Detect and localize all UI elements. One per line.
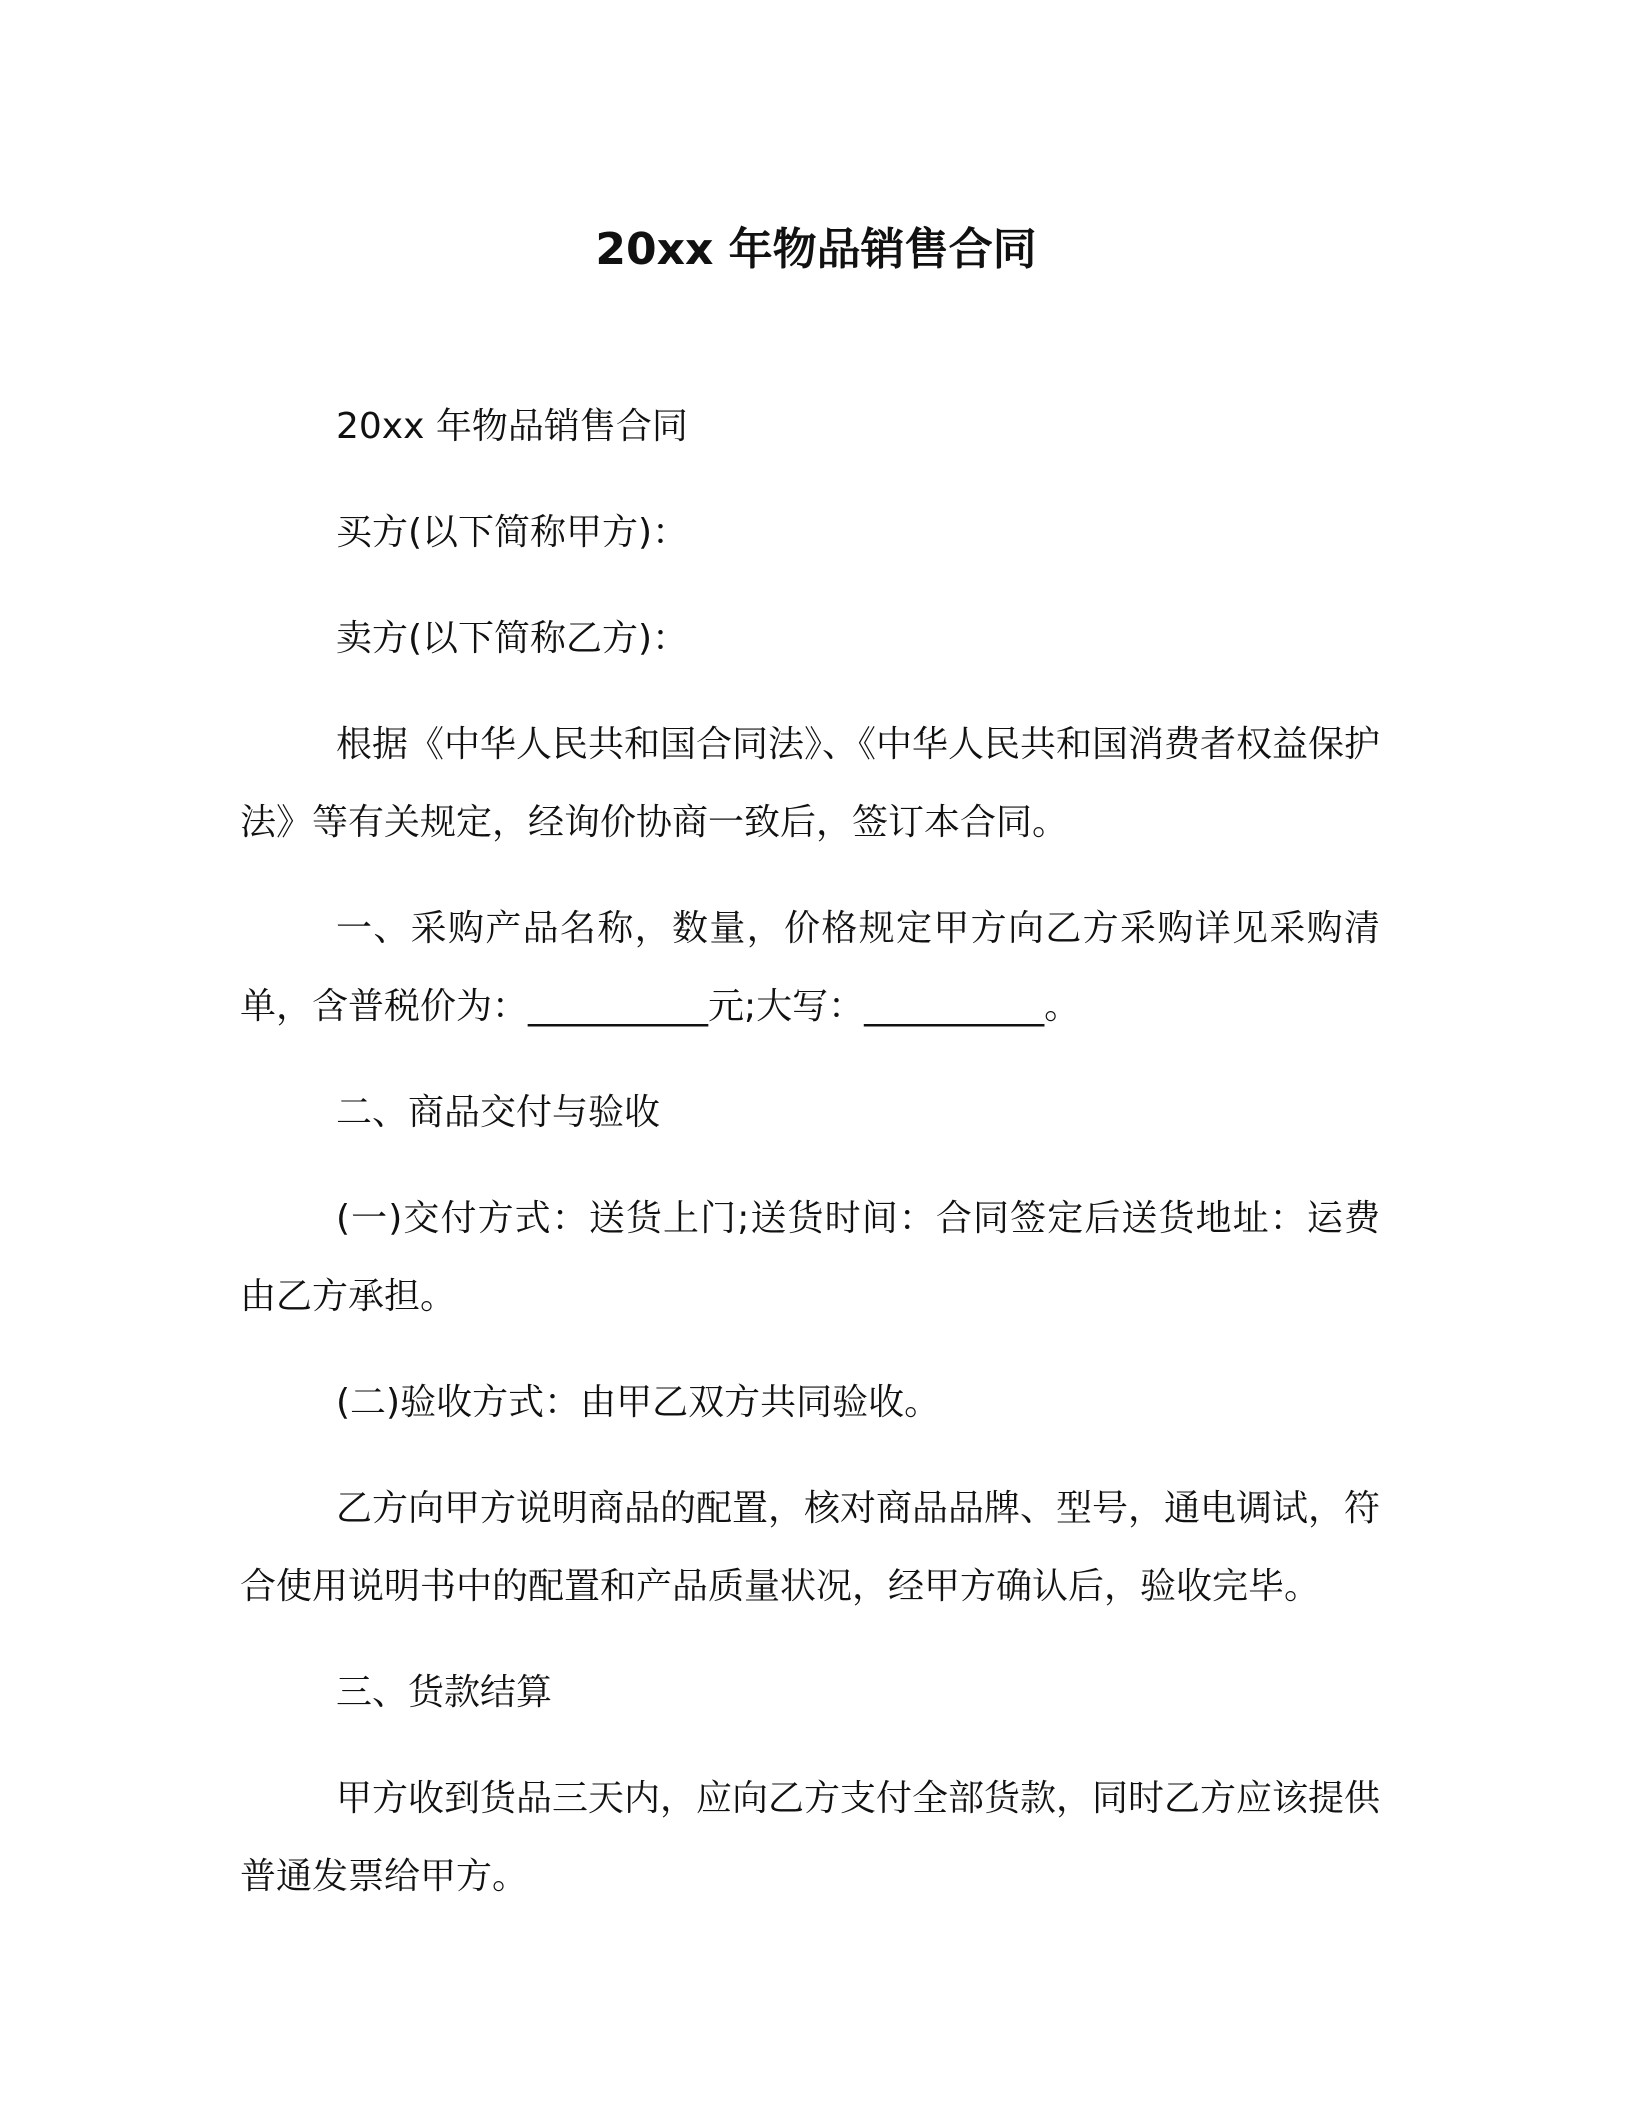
document-body <box>240 388 1380 1944</box>
payment-paragraph: 甲方收到货品三天内，应向乙方支付全部货款，同时乙方应该提供普通发票给甲方。 <box>240 1778 1381 1897</box>
delivery-method-paragraph: (一)交付方式：送货上门;送货时间：合同签定后送货地址：运费由乙方承担。 <box>240 1198 1380 1317</box>
acceptance-method-paragraph: (二)验收方式：由甲乙双方共同验收。 <box>336 1382 941 1423</box>
section-2-heading: 二、商品交付与验收 <box>336 1092 661 1133</box>
subtitle-paragraph: 20xx 年物品销售合同 <box>336 406 688 447</box>
acceptance-detail-paragraph: 乙方向甲方说明商品的配置，核对商品品牌、型号，通电调试，符合使用说明书中的配置和产品质量状况，经甲方确认后，验收完毕。 <box>240 1488 1381 1607</box>
seller-line: 卖方(以下简称乙方)： <box>336 618 689 659</box>
document-title: 20xx 年物品销售合同 <box>595 224 1037 275</box>
section-1-paragraph: 一、采购产品名称，数量，价格规定甲方向乙方采购详见采购清单，含普税价为：__________元;大写：__________。 <box>240 908 1380 1027</box>
section-3-heading: 三、货款结算 <box>336 1672 553 1713</box>
buyer-line: 买方(以下简称甲方)： <box>336 512 689 553</box>
legal-basis-paragraph: 根据《中华人民共和国合同法》、《中华人民共和国消费者权益保护法》等有关规定，经询价协商一致后，签订本合同。 <box>240 724 1381 843</box>
